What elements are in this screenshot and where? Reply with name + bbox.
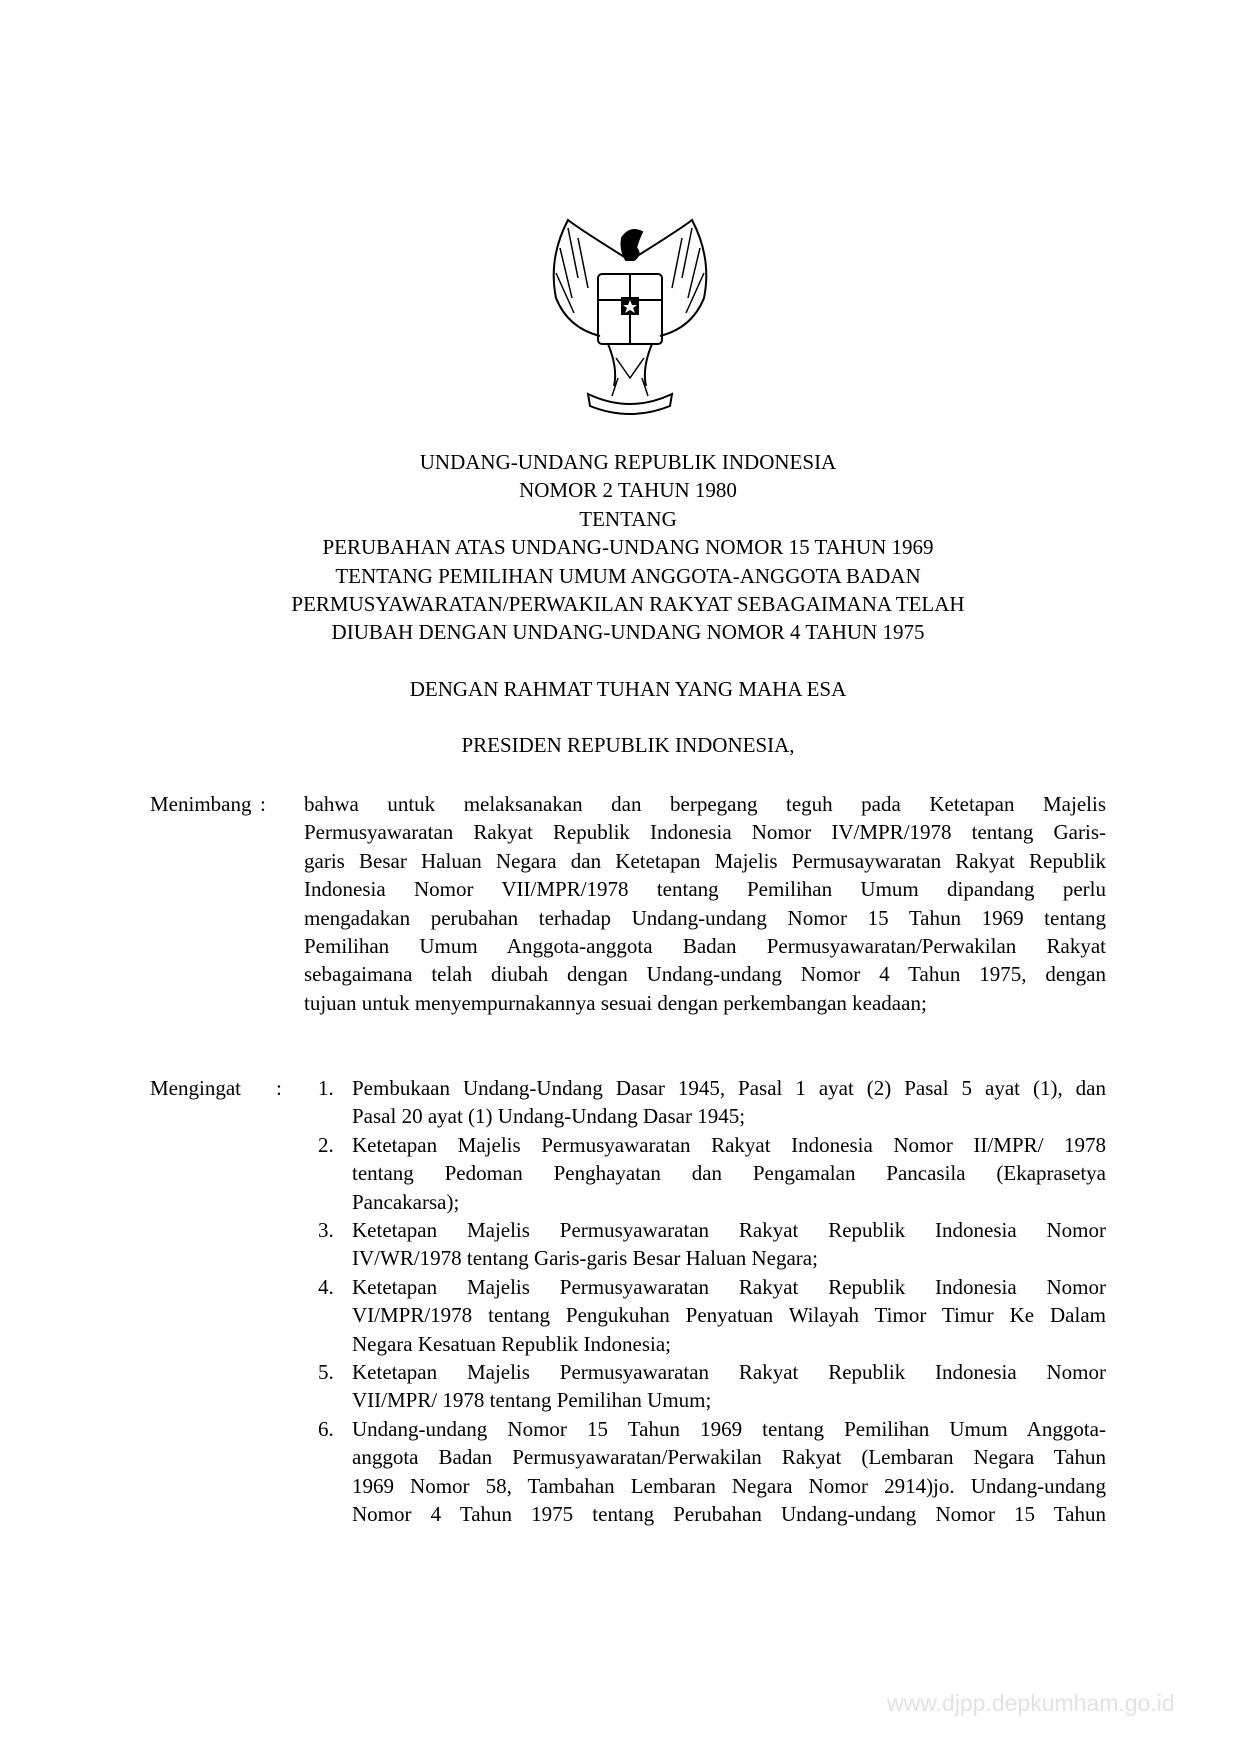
watermark-link: www.djpp.depkumham.go.id <box>887 1690 1175 1716</box>
text-line: Pasal 20 ayat (1) Undang-Undang Dasar 1945; <box>352 1104 746 1129</box>
text-line: Undang-undang Nomor 15 Tahun 1969 tentang Pemilihan Umum Anggota- <box>352 1416 1106 1441</box>
text-line: Negara Kesatuan Republik Indonesia; <box>352 1331 671 1356</box>
list-item <box>318 1415 1106 1529</box>
president-heading: PRESIDEN REPUBLIK INDONESIA, <box>461 733 795 758</box>
mengingat-section <box>150 1074 1106 1534</box>
text-line: bahwa untuk melaksanakan dan berpegang teguh pada Ketetapan Majelis <box>304 792 1106 816</box>
menimbang-colon: : <box>260 792 266 816</box>
item-number: 2. <box>318 1132 334 1157</box>
text-line: 1969 Nomor 58, Tambahan Lembaran Negara Nomor 2914)jo. Undang-undang <box>352 1473 1106 1498</box>
list-item <box>318 1074 1106 1131</box>
text-line: Ketetapan Majelis Permusyawaratan Rakyat Republik Indonesia Nomor <box>352 1218 1106 1243</box>
item-number: 1. <box>318 1076 334 1100</box>
menimbang-label: Menimbang <box>150 792 252 816</box>
title-line: TENTANG <box>579 506 677 531</box>
text-line: mengadakan perubahan terhadap Undang-undang Nomor 15 Tahun 1969 tentang <box>304 905 1106 930</box>
menimbang-body <box>304 790 1106 1017</box>
item-number: 3. <box>318 1218 334 1243</box>
text-line: tujuan untuk menyempurnakannya sesuai dengan perkembangan keadaan; <box>304 990 927 1015</box>
text-line: Ketetapan Majelis Permusyawaratan Rakyat Indonesia Nomor II/MPR/ 1978 <box>352 1132 1106 1157</box>
mengingat-colon: : <box>276 1076 282 1100</box>
menimbang-section <box>150 790 1106 1030</box>
title-line: TENTANG PEMILIHAN UMUM ANGGOTA-ANGGOTA BADAN <box>335 563 921 588</box>
document-title <box>0 448 1240 760</box>
list-item <box>318 1273 1106 1358</box>
text-line: Pemilihan Umum Anggota-anggota Badan Permusyawaratan/Perwakilan Rakyat <box>304 934 1106 959</box>
text-line: Nomor 4 Tahun 1975 tentang Perubahan Undang-undang Nomor 15 Tahun <box>352 1502 1106 1527</box>
blessing: DENGAN RAHMAT TUHAN YANG MAHA ESA <box>409 676 847 701</box>
text-line: Ketetapan Majelis Permusyawaratan Rakyat Republik Indonesia Nomor <box>352 1274 1106 1299</box>
list-item <box>318 1216 1106 1273</box>
text-line: Indonesia Nomor VII/MPR/1978 tentang Pemilihan Umum dipandang perlu <box>304 877 1106 902</box>
text-line: Pembukaan Undang-Undang Dasar 1945, Pasal 1 ayat (2) Pasal 5 ayat (1), dan <box>352 1076 1106 1100</box>
text-line: tentang Pedoman Penghayatan dan Pengamalan Pancasila (Ekaprasetya <box>352 1161 1106 1186</box>
text-line: VI/MPR/1978 tentang Pengukuhan Penyatuan Wilayah Timor Timur Ke Dalam <box>352 1303 1106 1328</box>
item-number: 4. <box>318 1274 334 1299</box>
title-line: DIUBAH DENGAN UNDANG-UNDANG NOMOR 4 TAHUN 1975 <box>331 620 925 645</box>
list-item <box>318 1358 1106 1415</box>
text-line: Permusyawaratan Rakyat Republik Indonesia Nomor IV/MPR/1978 tentang Garis- <box>304 820 1106 845</box>
item-number: 6. <box>318 1416 334 1441</box>
list-item <box>318 1131 1106 1216</box>
title-line: NOMOR 2 TAHUN 1980 <box>519 478 737 503</box>
garuda-pancasila-emblem <box>538 218 722 418</box>
text-line: garis Besar Haluan Negara dan Ketetapan Majelis Permusaywaratan Rakyat Republik <box>304 848 1106 873</box>
title-line: PERMUSYAWARATAN/PERWAKILAN RAKYAT SEBAGAIMANA TELAH <box>291 592 965 617</box>
text-line: anggota Badan Permusyawaratan/Perwakilan Rakyat (Lembaran Negara Tahun <box>352 1445 1106 1470</box>
mengingat-list <box>318 1074 1106 1529</box>
text-line: VII/MPR/ 1978 tentang Pemilihan Umum; <box>352 1388 712 1413</box>
title-line: PERUBAHAN ATAS UNDANG-UNDANG NOMOR 15 TAHUN 1969 <box>322 535 934 560</box>
item-number: 5. <box>318 1360 334 1385</box>
title-line: UNDANG-UNDANG REPUBLIK INDONESIA <box>419 450 837 474</box>
text-line: IV/WR/1978 tentang Garis-garis Besar Haluan Negara; <box>352 1246 818 1271</box>
text-line: sebagaimana telah diubah dengan Undang-undang Nomor 4 Tahun 1975, dengan <box>304 962 1106 987</box>
mengingat-label: Mengingat <box>150 1076 241 1100</box>
text-line: Ketetapan Majelis Permusyawaratan Rakyat Republik Indonesia Nomor <box>352 1360 1106 1385</box>
text-line: Pancakarsa); <box>352 1189 460 1214</box>
